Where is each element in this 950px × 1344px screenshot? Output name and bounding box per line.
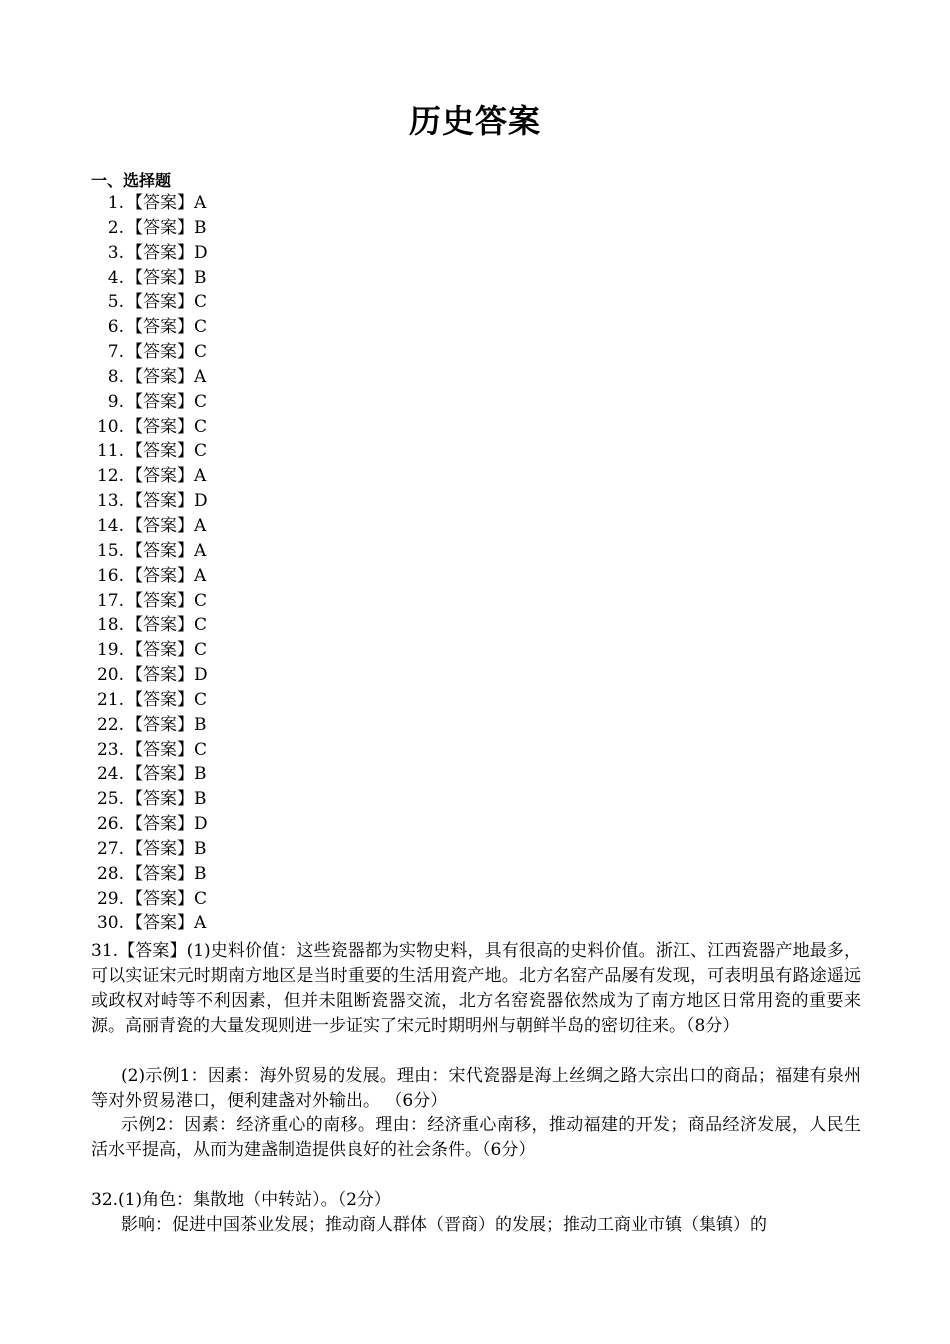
answer-letter: D	[194, 242, 208, 263]
answer-letter: C	[194, 640, 208, 661]
answer-number: 13.	[96, 491, 124, 512]
answer-row	[91, 688, 208, 713]
answer-letter: A	[194, 366, 207, 387]
q31-paragraph-2: (2)示例1：因素：海外贸易的发展。理由：宋代瓷器是海上丝绸之路大宗出口的商品；福建有泉州等对外贸易港口，便利建盏对外输出。 （6分）	[91, 1066, 861, 1111]
section-heading-choice: 一、选择题	[91, 171, 172, 190]
answer-number: 28.	[96, 863, 124, 884]
answer-row	[91, 911, 208, 936]
answer-row	[91, 390, 208, 415]
answer-number: 19.	[96, 640, 124, 661]
q31-paragraph-1: 31.【答案】(1)史料价值：这些瓷器都为实物史料，具有很高的史料价值。浙江、江西瓷器产地最多，可以实证宋元时期南方地区是当时重要的生活用瓷产地。北方名窑产品屡有发现，可表明虽有路途遥远或政权对峙等不利因素，但并未阻断瓷器交流，北方名窑瓷器依然成为了南方地区日常用瓷的重要来源。高丽青瓷的大量发现则进一步证实了宋元时期明州与朝鲜半岛的密切往来。（8分）	[91, 941, 861, 1036]
answer-label: 【答案】	[126, 416, 194, 437]
q32-paragraph-1: 32.(1)角色：集散地（中转站）。（2分）	[91, 1190, 391, 1210]
answer-number: 24.	[96, 764, 124, 785]
answer-row	[91, 787, 208, 812]
answer-row	[91, 415, 208, 440]
answer-label: 【答案】	[126, 913, 194, 934]
answer-label: 【答案】	[126, 366, 194, 387]
answer-number: 23.	[96, 739, 124, 760]
answer-label: 【答案】	[126, 441, 194, 462]
answer-label: 【答案】	[126, 590, 194, 611]
answer-label: 【答案】	[126, 665, 194, 686]
answer-letter: C	[194, 391, 208, 412]
answer-number: 27.	[96, 838, 124, 859]
answer-label: 【答案】	[126, 217, 194, 238]
answer-label: 【答案】	[126, 863, 194, 884]
answer-label: 【答案】	[126, 888, 194, 909]
answer-label: 【答案】	[126, 317, 194, 338]
answer-number: 10.	[96, 416, 124, 437]
answer-label: 【答案】	[126, 342, 194, 363]
answer-letter: C	[194, 342, 208, 363]
answer-label: 【答案】	[126, 615, 194, 636]
answer-letter: A	[194, 540, 207, 561]
answer-list	[91, 191, 208, 936]
answer-row	[91, 613, 208, 638]
answer-letter: D	[194, 665, 208, 686]
answer-row	[91, 564, 208, 589]
answer-row	[91, 315, 208, 340]
answer-letter: A	[194, 565, 207, 586]
answer-number: 17.	[96, 590, 124, 611]
answer-letter: C	[194, 615, 208, 636]
answer-row	[91, 439, 208, 464]
answer-number: 26.	[96, 814, 124, 835]
answer-number: 2.	[107, 217, 124, 238]
answer-letter: A	[194, 193, 207, 213]
answer-letter: B	[194, 764, 207, 785]
answer-row	[91, 539, 208, 564]
answer-number: 25.	[96, 789, 124, 810]
answer-number: 11.	[96, 441, 124, 462]
answer-number: 14.	[96, 515, 124, 536]
answer-number: 16.	[96, 565, 124, 586]
answer-number: 1.	[107, 193, 124, 213]
answer-letter: C	[194, 441, 208, 462]
answer-letter: B	[194, 714, 207, 735]
answer-row	[91, 191, 208, 216]
answer-label: 【答案】	[126, 466, 194, 487]
answer-label: 【答案】	[126, 391, 194, 412]
answer-label: 【答案】	[126, 789, 194, 810]
answer-number: 30.	[96, 913, 124, 934]
answer-letter: D	[194, 814, 208, 835]
answer-row	[91, 713, 208, 738]
answer-label: 【答案】	[126, 739, 194, 760]
answer-letter: C	[194, 888, 208, 909]
answer-row	[91, 638, 208, 663]
answer-row	[91, 216, 208, 241]
answer-number: 22.	[96, 714, 124, 735]
answer-letter: C	[194, 739, 208, 760]
answer-label: 【答案】	[126, 838, 194, 859]
answer-number: 21.	[96, 689, 124, 710]
answer-row	[91, 762, 208, 787]
answer-label: 【答案】	[126, 242, 194, 263]
answer-row	[91, 365, 208, 390]
answer-label: 【答案】	[126, 193, 194, 213]
answer-label: 【答案】	[126, 267, 194, 288]
answer-label: 【答案】	[126, 764, 194, 785]
answer-letter: C	[194, 689, 208, 710]
answer-row	[91, 489, 208, 514]
answer-letter: A	[194, 913, 207, 934]
answer-label: 【答案】	[126, 689, 194, 710]
answer-number: 5.	[107, 292, 124, 313]
answer-number: 20.	[96, 665, 124, 686]
answer-row	[91, 514, 208, 539]
answer-number: 29.	[96, 888, 124, 909]
page-title: 历史答案	[408, 102, 541, 140]
answer-number: 9.	[107, 391, 124, 412]
answer-letter: B	[194, 863, 207, 884]
answer-row	[91, 663, 208, 688]
answer-label: 【答案】	[126, 491, 194, 512]
answer-letter: A	[194, 515, 207, 536]
answer-letter: C	[194, 292, 208, 313]
answer-row	[91, 812, 208, 837]
answer-letter: C	[194, 317, 208, 338]
q32-paragraph-2: 影响：促进中国茶业发展；推动商人群体（晋商）的发展；推动工商业市镇（集镇）的	[121, 1215, 767, 1235]
answer-letter: B	[194, 789, 207, 810]
answer-row	[91, 266, 208, 291]
answer-label: 【答案】	[126, 515, 194, 536]
answer-number: 4.	[107, 267, 124, 288]
answer-row	[91, 887, 208, 912]
answer-letter: D	[194, 491, 208, 512]
answer-number: 7.	[107, 342, 124, 363]
answer-label: 【答案】	[126, 640, 194, 661]
answer-row	[91, 837, 208, 862]
answer-row	[91, 589, 208, 614]
answer-number: 8.	[107, 366, 124, 387]
answer-number: 15.	[96, 540, 124, 561]
answer-letter: B	[194, 267, 207, 288]
answer-row	[91, 464, 208, 489]
answer-number: 18.	[96, 615, 124, 636]
answer-label: 【答案】	[126, 540, 194, 561]
answer-row	[91, 290, 208, 315]
answer-letter: A	[194, 466, 207, 487]
answer-row	[91, 862, 208, 887]
answer-number: 6.	[107, 317, 124, 338]
answer-label: 【答案】	[126, 292, 194, 313]
answer-label: 【答案】	[126, 714, 194, 735]
answer-row	[91, 340, 208, 365]
answer-letter: C	[194, 590, 208, 611]
answer-number: 12.	[96, 466, 124, 487]
answer-letter: B	[194, 838, 207, 859]
q31-paragraph-3: 示例2：因素：经济重心的南移。理由：经济重心南移，推动福建的开发；商品经济发展，人民生活水平提高，从而为建盏制造提供良好的社会条件。（6分）	[91, 1115, 861, 1160]
answer-number: 3.	[107, 242, 124, 263]
answer-row	[91, 241, 208, 266]
answer-label: 【答案】	[126, 565, 194, 586]
answer-label: 【答案】	[126, 814, 194, 835]
answer-row	[91, 738, 208, 763]
answer-letter: B	[194, 217, 207, 238]
answer-letter: C	[194, 416, 208, 437]
